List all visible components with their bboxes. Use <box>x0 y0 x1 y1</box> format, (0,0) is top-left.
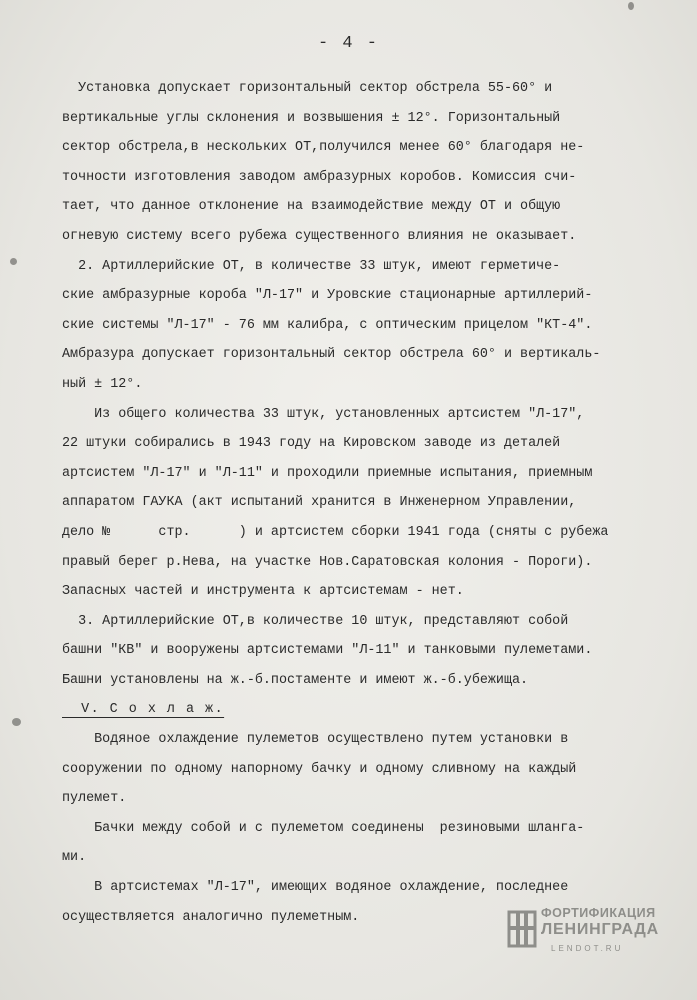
text-line: Из общего количества 33 штук, установленных артсистем "Л-17", <box>62 406 585 422</box>
text-line: огневую систему всего рубежа существенного влияния не оказывает. <box>62 228 577 244</box>
text-line: 3. Артиллерийские ОТ,в количестве 10 штук, представляют собой <box>62 613 569 629</box>
text-line: ские амбразурные короба "Л-17" и Уровские стационарные артиллерий- <box>62 288 593 304</box>
text-line: Водяное охлаждение пулеметов осуществлено путем установки в <box>62 732 569 748</box>
text-line: ный ± 12°. <box>62 376 143 392</box>
text-line: Башни установлены на ж.-б.постаменте и имеют ж.-б.убежища. <box>62 672 529 688</box>
text-line: точности изготовления заводом амбразурных коробов. Комиссия счи- <box>62 169 577 185</box>
ink-speck <box>12 718 21 726</box>
text-line: 2. Артиллерийские ОТ, в количестве 33 штук, имеют герметиче- <box>62 258 561 274</box>
text-line: Запасных частей и инструмента к артсистемам - нет. <box>62 584 464 600</box>
text-line: пулемет. <box>62 791 127 807</box>
text-line: тает, что данное отклонение на взаимодействие между ОТ и общую <box>62 199 561 215</box>
watermark-site: LENDOT.RU <box>551 944 624 953</box>
text-line: сектор обстрела,в нескольких ОТ,получился менее 60° благодаря не- <box>62 140 585 156</box>
text-line: Бачки между собой и с пулеметом соединены резиновыми шланга- <box>62 820 585 836</box>
watermark-line2: ЛЕНИНГРАДА <box>541 921 659 938</box>
text-line: правый берег р.Нева, на участке Нов.Саратовская колония - Пороги). <box>62 554 593 570</box>
watermark-logo <box>507 906 667 962</box>
ink-speck <box>10 258 17 265</box>
text-line: ские системы "Л-17" - 76 мм калибра, с оптическим прицелом "КТ-4". <box>62 317 593 333</box>
text-line: Установка допускает горизонтальный сектор обстрела 55-60° и <box>62 81 553 96</box>
text-line: осуществляется аналогично пулеметным. <box>62 909 360 925</box>
page-number: - 4 - <box>317 34 379 53</box>
document-body <box>62 74 682 932</box>
text-line: башни "КВ" и вооружены артсистемами "Л-11" и танковыми пулеметами. <box>62 643 593 659</box>
section-heading: V. С о х л а ж. <box>62 702 225 718</box>
text-line: дело № стр. ) и артсистем сборки 1941 года (сняты с рубежа <box>62 524 609 540</box>
text-line: 22 штуки собирались в 1943 году на Кировском заводе из деталей <box>62 436 561 452</box>
text-line: аппаратом ГАУКА (акт испытаний хранится в Инженерном Управлении, <box>62 495 577 511</box>
text-line: ми. <box>62 850 87 866</box>
ink-speck <box>628 2 634 10</box>
text-line: Амбразура допускает горизонтальный сектор обстрела 60° и вертикаль- <box>62 347 601 363</box>
watermark-line1: ФОРТИФИКАЦИЯ <box>541 906 656 920</box>
text-line: В артсистемах "Л-17", имеющих водяное охлаждение, последнее <box>62 880 569 896</box>
text-line: артсистем "Л-17" и "Л-11" и проходили приемные испытания, приемным <box>62 465 593 481</box>
text-line: сооружении по одному напорному бачку и одному сливному на каждый <box>62 761 577 777</box>
fortress-icon <box>507 908 537 948</box>
text-line: вертикальные углы склонения и возвышения ± 12°. Горизонтальный <box>62 110 561 126</box>
